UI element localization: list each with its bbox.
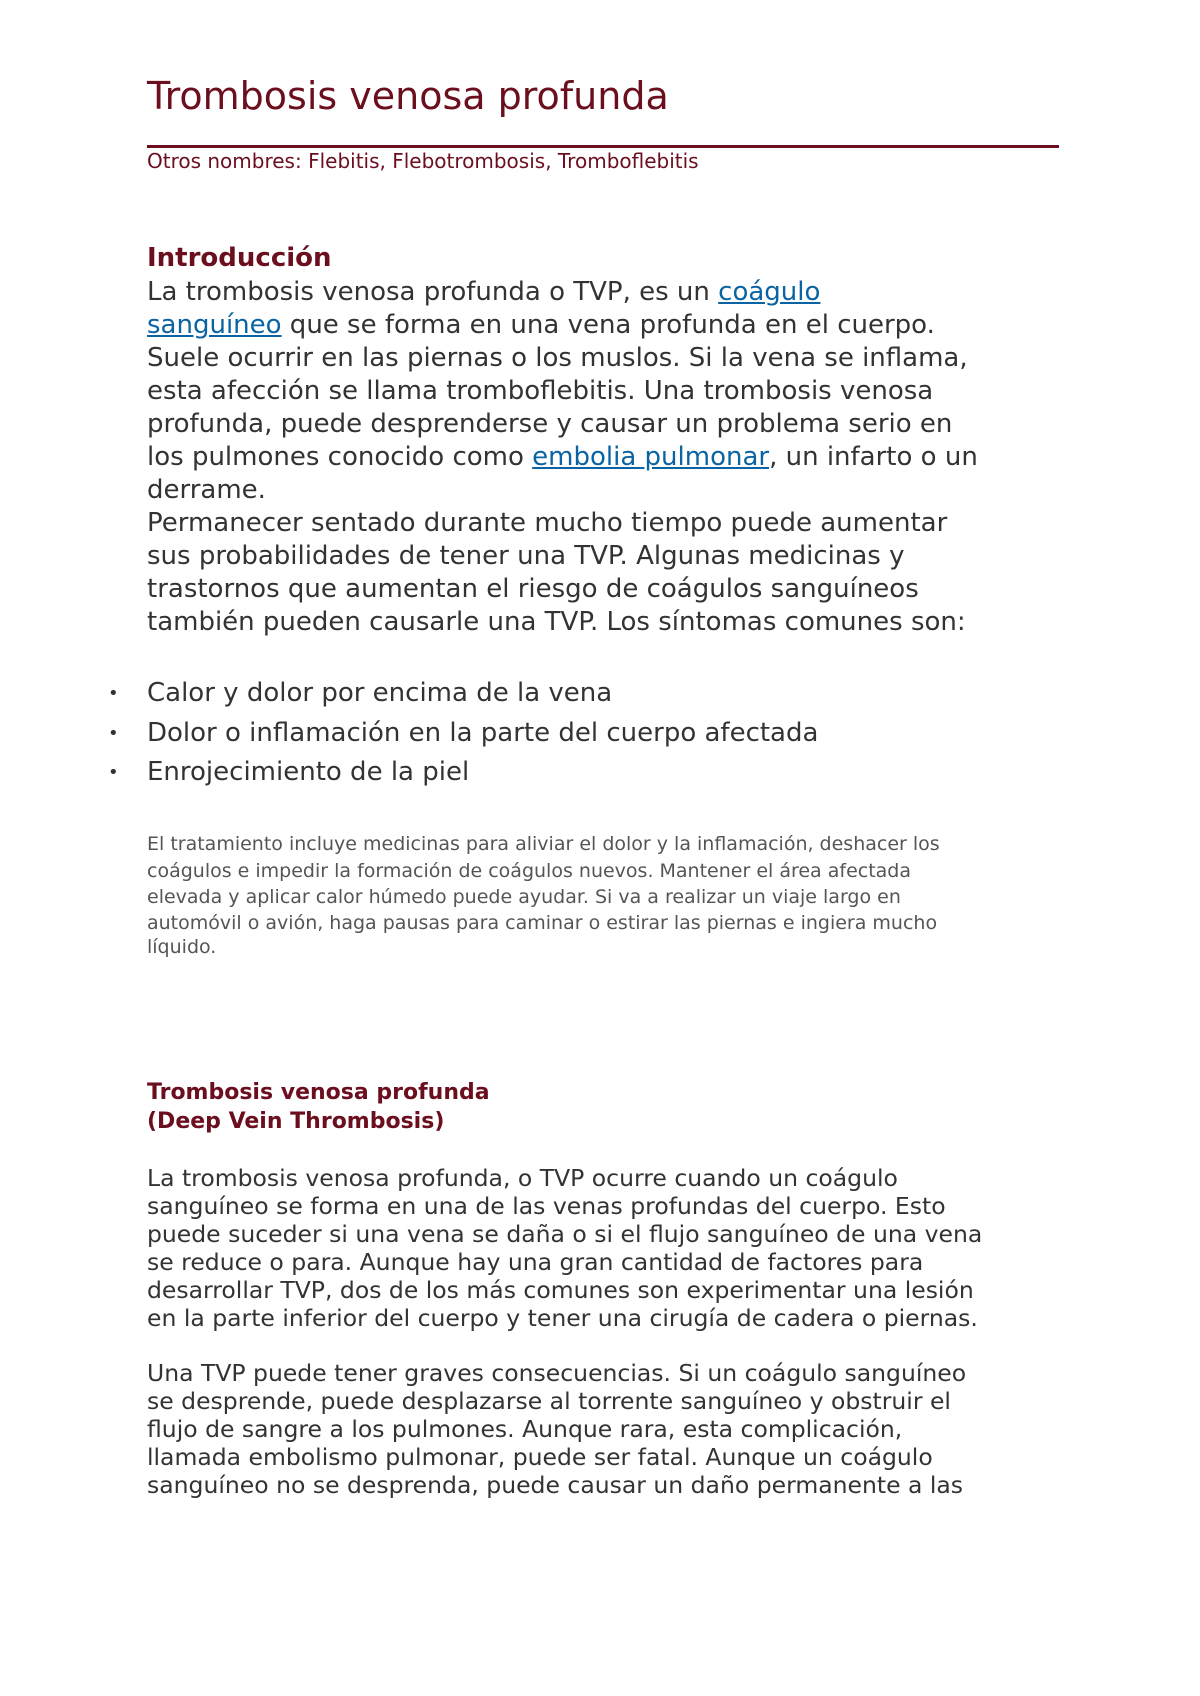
intro-line: derrame. (147, 475, 266, 505)
intro-line: esta afección se llama tromboflebitis. Una trombosis venosa (147, 376, 934, 406)
treatment-line: coágulos e impedir la formación de coágulos nuevos. Mantener el área afectada (147, 860, 911, 882)
body-line: se reduce o para. Aunque hay una gran cantidad de factores para (147, 1248, 924, 1276)
treatment-line: automóvil o avión, haga pausas para caminar o estirar las piernas e ingiera mucho (147, 912, 938, 934)
intro-line: Permanecer sentado durante mucho tiempo puede aumentar (147, 508, 948, 538)
body-line: puede suceder si una vena se daña o si el flujo sanguíneo de una vena (147, 1220, 983, 1248)
treatment-line: El tratamiento incluye medicinas para aliviar el dolor y la inflamación, deshacer los (147, 833, 940, 855)
list-item (108, 674, 818, 714)
intro-line (147, 310, 935, 340)
treatment-line: líquido. (147, 936, 217, 958)
intro-line: también pueden causarle una TVP. Los síntomas comunes son: (147, 607, 966, 637)
embolia-pulmonar-link[interactable]: embolia pulmonar (532, 442, 770, 472)
intro-line (147, 277, 820, 307)
body-line: se desprende, puede desplazarse al torrente sanguíneo y obstruir el (147, 1387, 951, 1415)
body-line: llamada embolismo pulmonar, puede ser fatal. Aunque un coágulo (147, 1443, 933, 1471)
bullet-icon: • (108, 722, 119, 744)
symptom-text: Dolor o inflamación en la parte del cuerpo afectada (147, 717, 819, 748)
intro-line (147, 442, 978, 472)
body-line: desarrollar TVP, dos de los más comunes son experimentar una lesión (147, 1276, 974, 1304)
section-heading: Trombosis venosa profunda (147, 1080, 490, 1105)
intro-text: los pulmones conocido como (147, 442, 533, 472)
intro-heading: Introducción (147, 243, 332, 273)
section-subheading: (Deep Vein Thrombosis) (147, 1109, 445, 1134)
list-item (108, 714, 818, 754)
intro-line: trastornos que aumentan el riesgo de coágulos sanguíneos (147, 574, 919, 604)
intro-line: sus probabilidades de tener una TVP. Algunas medicinas y (147, 541, 905, 571)
symptom-text: Calor y dolor por encima de la vena (147, 678, 613, 708)
body-line: sanguíneo no se desprenda, puede causar un daño permanente a las (147, 1471, 964, 1499)
body-line: sanguíneo se forma en una de las venas profundas del cuerpo. Esto (147, 1192, 946, 1220)
intro-text: La trombosis venosa profunda o TVP, es un (147, 277, 719, 307)
treatment-line: elevada y aplicar calor húmedo puede ayudar. Si va a realizar un viaje largo en (147, 886, 901, 908)
body-line: Una TVP puede tener graves consecuencias. Si un coágulo sanguíneo (147, 1359, 967, 1387)
symptom-list (108, 674, 818, 793)
body-line: en la parte inferior del cuerpo y tener una cirugía de cadera o piernas. (147, 1304, 978, 1332)
list-item (108, 753, 818, 793)
page-title: Trombosis venosa profunda (147, 74, 669, 118)
title-divider (147, 145, 1059, 148)
intro-line: profunda, puede desprenderse y causar un problema serio en (147, 409, 953, 439)
symptom-text: Enrojecimiento de la piel (147, 757, 470, 787)
bullet-icon: • (108, 683, 119, 704)
intro-line: Suele ocurrir en las piernas o los muslos. Si la vena se inflama, (147, 343, 968, 373)
sanguineo-link[interactable]: sanguíneo (147, 310, 282, 340)
other-names: Otros nombres: Flebitis, Flebotrombosis, Tromboflebitis (147, 149, 699, 173)
intro-text: , un infarto o un (769, 442, 978, 472)
bullet-icon: • (108, 762, 119, 783)
intro-text: que se forma en una vena profunda en el cuerpo. (281, 310, 935, 340)
coagulo-link[interactable]: coágulo (718, 277, 821, 307)
body-line: flujo de sangre a los pulmones. Aunque rara, esta complicación, (147, 1415, 903, 1443)
body-line: La trombosis venosa profunda, o TVP ocurre cuando un coágulo (147, 1164, 898, 1192)
